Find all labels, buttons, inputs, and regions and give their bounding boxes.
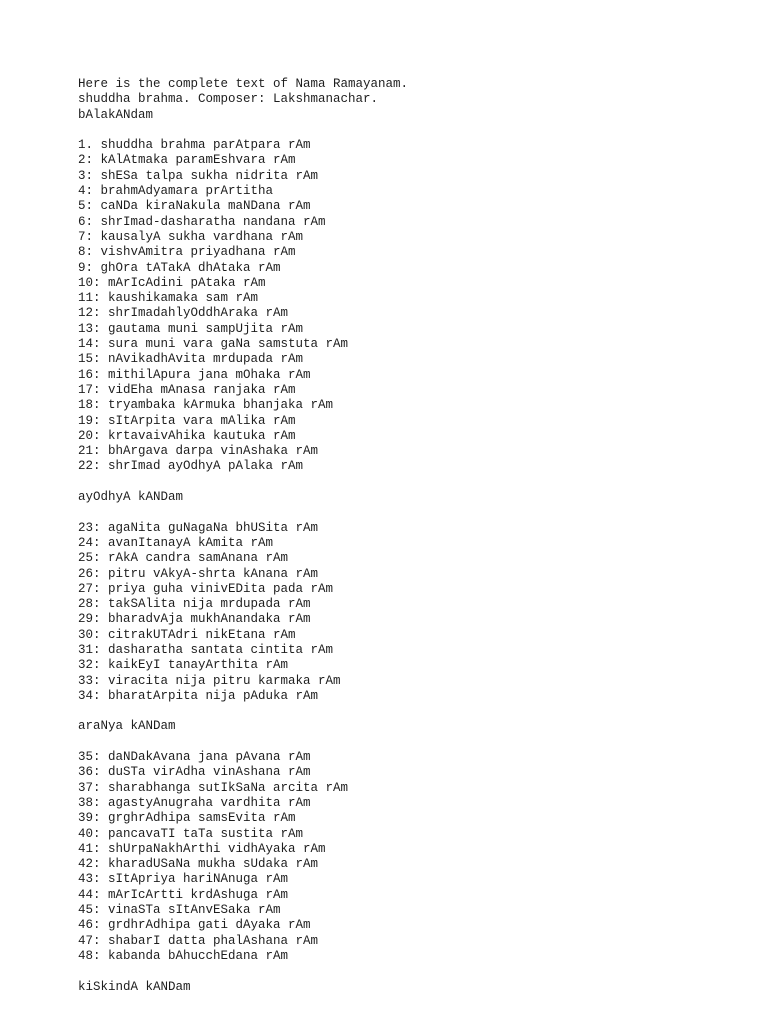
verse-line: 25: rAkA candra samAnana rAm — [78, 551, 289, 566]
verse-line: 4: brahmAdyamara prArtitha — [78, 184, 274, 199]
verse-line: 1. shuddha brahma parAtpara rAm — [78, 138, 311, 153]
verse-line: 48: kabanda bAhucchEdana rAm — [78, 948, 289, 963]
verse-line: 44: mArIcArtti krdAshuga rAm — [78, 887, 289, 902]
verse-line: 24: avanItanayA kAmita rAm — [78, 535, 274, 550]
verse-line: 19: sItArpita vara mAlika rAm — [78, 413, 296, 428]
verse-line: 2: kAlAtmaka paramEshvara rAm — [78, 153, 296, 168]
verse-line: 39: grghrAdhipa samsEvita rAm — [78, 811, 296, 826]
section-title: araNya kANDam — [78, 719, 176, 734]
section-title: ayOdhyA kANDam — [78, 490, 184, 505]
verse-line: 27: priya guha vinivEDita pada rAm — [78, 581, 334, 596]
verse-line: 36: duSTa virAdha vinAshana rAm — [78, 765, 311, 780]
verse-line: 37: sharabhanga sutIkSaNa arcita rAm — [78, 780, 349, 795]
sections-container — [78, 108, 758, 995]
blank-line — [78, 964, 758, 979]
verse-line: 7: kausalyA sukha vardhana rAm — [78, 229, 304, 244]
verse-line: 31: dasharatha santata cintita rAm — [78, 642, 334, 657]
document-page — [78, 77, 758, 995]
intro-line-2: shuddha brahma. Composer: Lakshmanachar. — [78, 92, 379, 107]
verse-line: 6: shrImad-dasharatha nandana rAm — [78, 214, 326, 229]
blank-line — [78, 505, 758, 520]
blank-line — [78, 704, 758, 719]
verse-line: 8: vishvAmitra priyadhana rAm — [78, 245, 296, 260]
verse-line: 26: pitru vAkyA-shrta kAnana rAm — [78, 566, 319, 581]
verse-line: 34: bharatArpita nija pAduka rAm — [78, 688, 319, 703]
verse-line: 13: gautama muni sampUjita rAm — [78, 321, 304, 336]
blank-line — [78, 735, 758, 750]
verse-line: 9: ghOra tATakA dhAtaka rAm — [78, 260, 281, 275]
verse-line: 40: pancavaTI taTa sustita rAm — [78, 826, 304, 841]
verse-line: 3: shESa talpa sukha nidrita rAm — [78, 168, 319, 183]
verse-line: 46: grdhrAdhipa gati dAyaka rAm — [78, 918, 311, 933]
verse-line: 42: kharadUSaNa mukha sUdaka rAm — [78, 857, 319, 872]
verse-line: 28: takSAlita nija mrdupada rAm — [78, 597, 311, 612]
verse-line: 21: bhArgava darpa vinAshaka rAm — [78, 444, 319, 459]
verse-line: 43: sItApriya hariNAnuga rAm — [78, 872, 289, 887]
intro-line-1: Here is the complete text of Nama Ramayanam. — [78, 77, 409, 91]
verse-line: 10: mArIcAdini pAtaka rAm — [78, 275, 266, 290]
verse-line: 23: agaNita guNagaNa bhUSita rAm — [78, 520, 319, 535]
verse-line: 38: agastyAnugraha vardhita rAm — [78, 795, 311, 810]
section-1 — [78, 108, 758, 490]
verse-line: 5: caNDa kiraNakula maNDana rAm — [78, 199, 311, 214]
verse-line: 29: bharadvAja mukhAnandaka rAm — [78, 612, 311, 627]
verse-line: 30: citrakUTAdri nikEtana rAm — [78, 627, 296, 642]
verse-line: 20: krtavaivAhika kautuka rAm — [78, 428, 296, 443]
verse-line: 15: nAvikadhAvita mrdupada rAm — [78, 352, 304, 367]
blank-line — [78, 475, 758, 490]
verse-line: 22: shrImad ayOdhyA pAlaka rAm — [78, 459, 304, 474]
verse-line: 35: daNDakAvana jana pAvana rAm — [78, 750, 311, 765]
section-4 — [78, 980, 758, 995]
section-3 — [78, 719, 758, 979]
section-title: kiSkindA kANDam — [78, 979, 191, 994]
verse-line: 14: sura muni vara gaNa samstuta rAm — [78, 337, 349, 352]
verse-line: 18: tryambaka kArmuka bhanjaka rAm — [78, 398, 334, 413]
blank-line — [78, 123, 758, 138]
verse-line: 32: kaikEyI tanayArthita rAm — [78, 658, 289, 673]
verse-line: 17: vidEha mAnasa ranjaka rAm — [78, 382, 296, 397]
verse-line: 16: mithilApura jana mOhaka rAm — [78, 367, 311, 382]
verse-line: 41: shUrpaNakhArthi vidhAyaka rAm — [78, 841, 326, 856]
verse-line: 12: shrImadahlyOddhAraka rAm — [78, 306, 289, 321]
verse-line: 45: vinaSTa sItAnvESaka rAm — [78, 903, 281, 918]
verse-line: 11: kaushikamaka sam rAm — [78, 291, 259, 306]
section-title: bAlakANdam — [78, 107, 154, 122]
verse-line: 33: viracita nija pitru karmaka rAm — [78, 673, 341, 688]
section-2 — [78, 490, 758, 719]
verse-line: 47: shabarI datta phalAshana rAm — [78, 933, 319, 948]
